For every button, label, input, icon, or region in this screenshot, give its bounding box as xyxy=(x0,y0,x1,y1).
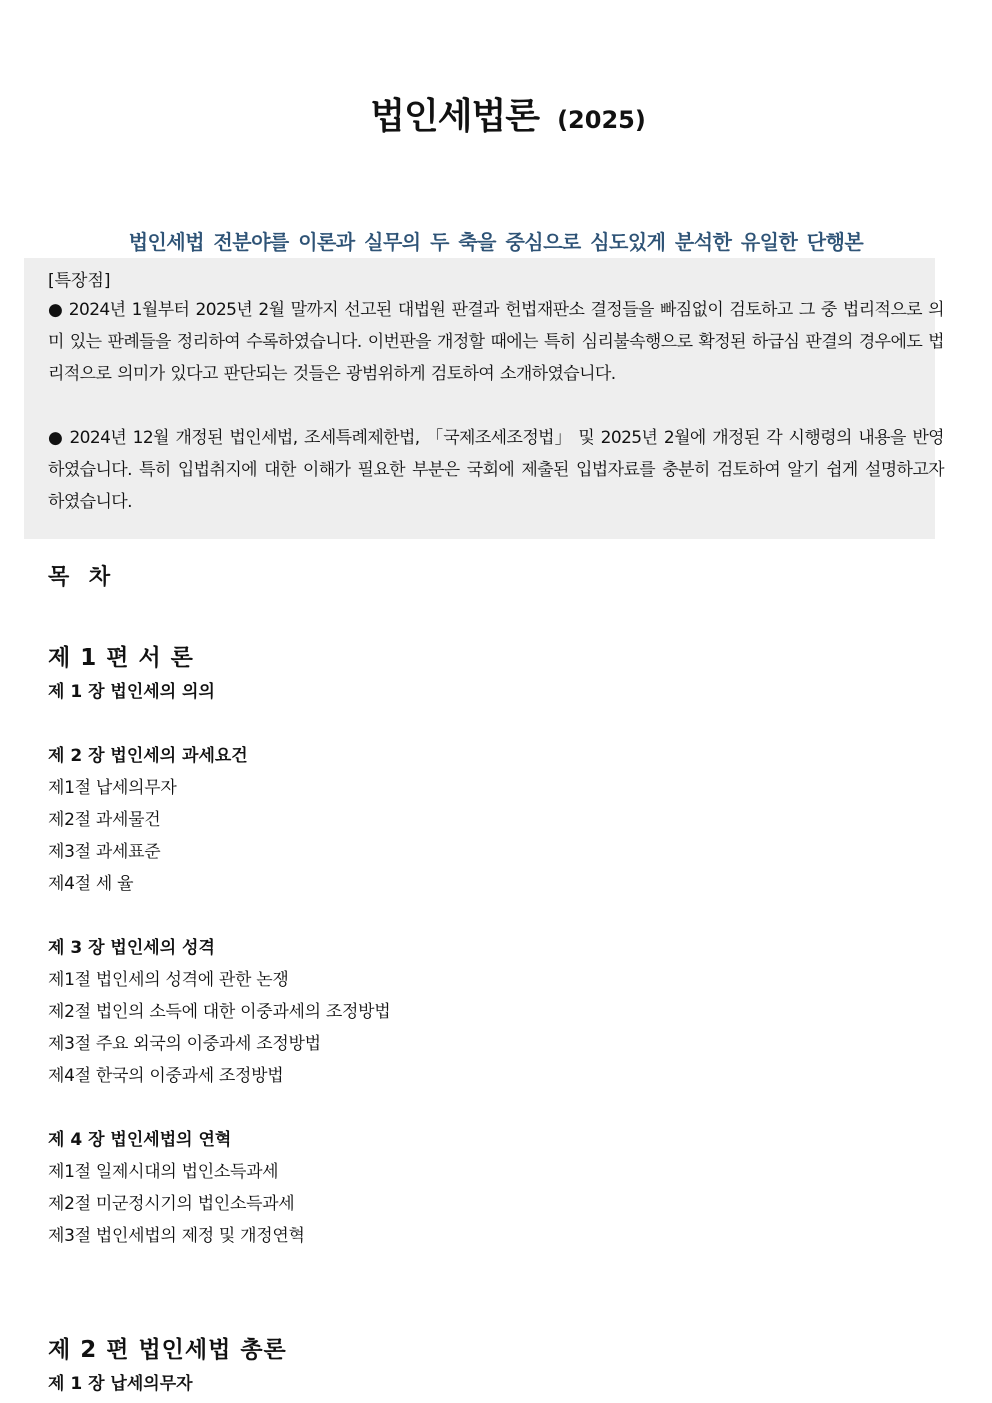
subtitle: 법인세법 전분야를 이론과 실무의 두 축을 중심으로 심도있게 분석한 유일한 단행본 xyxy=(128,230,864,254)
toc-chapter: 제 1 장 법인세의 의의 xyxy=(48,682,215,702)
toc-section: 제1절 법인세의 성격에 관한 논쟁 xyxy=(48,970,289,990)
features-label: [특장점] xyxy=(48,271,111,291)
toc-chapter: 제 1 장 납세의무자 xyxy=(48,1374,193,1394)
toc-chapter: 제 2 장 법인세의 과세요건 xyxy=(48,746,248,766)
toc-section: 제1절 일제시대의 법인소득과세 xyxy=(48,1162,279,1182)
title-text: 법인세법론 xyxy=(370,96,540,137)
table-of-contents xyxy=(48,640,928,1400)
toc-chapter: 제 3 장 법인세의 성격 xyxy=(48,938,215,958)
toc-section: 제2절 미군정시기의 법인소득과세 xyxy=(48,1194,295,1214)
toc-section: 제1절 납세의무자 xyxy=(48,778,177,798)
toc-section: 제2절 법인의 소득에 대한 이중과세의 조정방법 xyxy=(48,1002,391,1022)
toc-part: 제 2 편 법인세법 총론 xyxy=(48,1337,287,1363)
toc-section: 제4절 한국의 이중과세 조정방법 xyxy=(48,1066,284,1086)
toc-heading: 목 차 xyxy=(48,565,117,590)
toc-part: 제 1 편 서 론 xyxy=(48,645,194,671)
toc-section: 제3절 과세표준 xyxy=(48,842,161,862)
title-year: (2025) xyxy=(557,106,646,134)
toc-chapter: 제 4 장 법인세법의 연혁 xyxy=(48,1130,232,1150)
toc-section: 제2절 과세물건 xyxy=(48,810,161,830)
toc-section: 제4절 세 율 xyxy=(48,874,134,894)
feature-item: ● 2024년 1월부터 2025년 2월 말까지 선고된 대법원 판결과 헌법재판소 결정들을 빠짐없이 검토하고 그 중 법리적으로 의미 있는 판례들을 정리하여 수록하였습니다. 이번판을 개정할 때에는 특히 심리불속행으로 확정된 하급심 판결의 경우에도 법리적으로 의미가 있다고 판단되는 것들은 광범위하게 검토하여 소개하였습니다. xyxy=(48,300,944,384)
document-title xyxy=(0,88,992,139)
feature-item: ● 2024년 12월 개정된 법인세법, 조세특례제한법, 「국제조세조정법」 및 2025년 2월에 개정된 각 시행령의 내용을 반영하였습니다. 특히 입법취지에 대한 이해가 필요한 부분은 국회에 제출된 입법자료를 충분히 검토하여 알기 쉽게 설명하고자 하였습니다. xyxy=(48,428,944,512)
toc-section: 제3절 법인세법의 제정 및 개정연혁 xyxy=(48,1226,305,1246)
toc-section: 제3절 주요 외국의 이중과세 조정방법 xyxy=(48,1034,321,1054)
